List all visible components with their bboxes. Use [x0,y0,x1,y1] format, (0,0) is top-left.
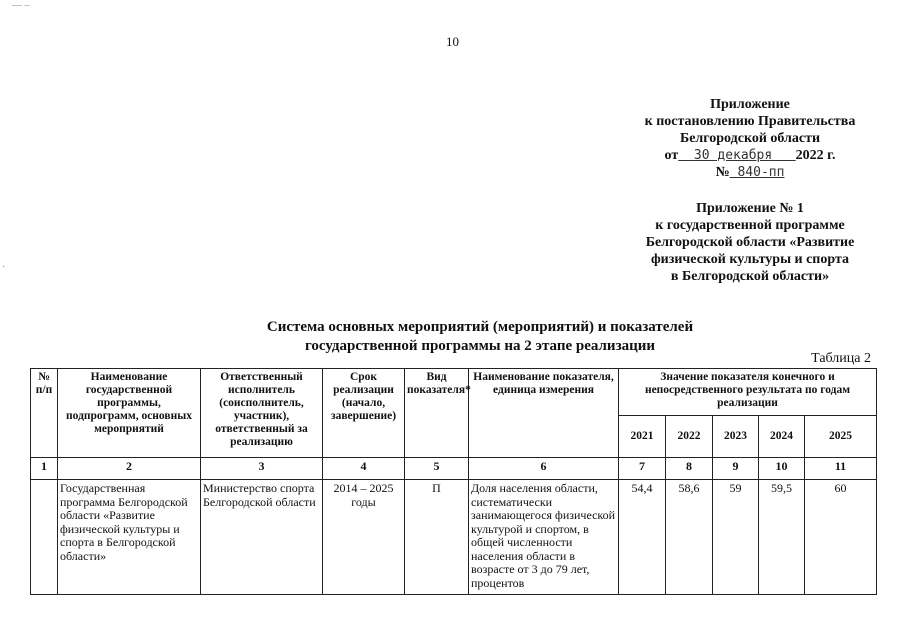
col-number: 5 [405,458,469,480]
date-handwritten: 30 декабря [693,148,773,163]
col-number: 2 [58,458,201,480]
date-year: 2022 г. [795,148,836,163]
appendix-number [600,164,900,181]
col-number: 1 [31,458,58,480]
col-header-year: 2022 [666,416,713,458]
number-prefix: № [715,165,730,180]
col-number: 10 [759,458,805,480]
column-number-row [31,458,877,480]
col-number: 8 [666,458,713,480]
scan-mark: · [2,262,6,273]
col-header-values: Значение показателя конечного и непосредственного результата по годам реализации [619,369,877,416]
appendix-line: к постановлению Правительства [644,114,856,129]
row-name: Государственная программа Белгородской области «Развитие физической культуры и спорта в Белгородской области» [58,480,201,595]
row-type: П [405,480,469,595]
row-period: 2014 – 2025 годы [323,480,405,595]
page-number: 10 [446,34,459,49]
appendix-title: Приложение [710,97,790,112]
col-header-year: 2021 [619,416,666,458]
col-header-no: № п/п [31,369,58,458]
table-label: Таблица 2 [811,351,871,366]
col-header-indicator: Наименование показателя, единица измерения [469,369,619,458]
table-title-line: государственной программы на 2 этапе реализации [304,338,656,354]
row-executor: Министерство спорта Белгородской области [201,480,323,595]
row-value: 59,5 [759,480,805,595]
appendix1-block [600,200,900,285]
row-indicator: Доля населения области, систематически занимающегося физической культурой и спортом, в общей численности населения области в возрасте от 3 до 79 лет, процентов [469,480,619,595]
appendix-line: Белгородской области [679,131,821,146]
col-header-executor: Ответственный исполнитель (соисполнитель, участник), ответственный за реализацию [201,369,323,458]
row-no [31,480,58,595]
col-number: 11 [805,458,877,480]
col-header-name: Наименование государственной программы, подпрограмм, основных мероприятий [58,369,201,458]
col-header-type: Вид показателя* [405,369,469,458]
col-number: 7 [619,458,666,480]
row-value: 59 [713,480,759,595]
col-header-year: 2024 [759,416,805,458]
header-row [31,369,877,416]
number-handwritten: 840-пп [737,165,785,180]
appendix1-line: физической культуры и спорта [650,252,850,267]
row-value: 60 [805,480,877,595]
row-value: 54,4 [619,480,666,595]
appendix1-line: в Белгородской области» [670,269,830,284]
row-value: 58,6 [666,480,713,595]
table-row [31,480,877,595]
col-number: 6 [469,458,619,480]
date-prefix: от [664,148,679,163]
col-header-period: Срок реализации (начало, завершение) [323,369,405,458]
appendix1-line: Белгородской области «Развитие [645,235,855,250]
col-header-year: 2025 [805,416,877,458]
col-number: 4 [323,458,405,480]
appendix1-title: Приложение № 1 [696,201,804,216]
appendix-date [600,147,900,164]
appendix1-line: к государственной программе [655,218,845,233]
table-title [150,318,810,356]
scan-mark: — – [12,0,30,11]
indicators-table [30,368,877,595]
col-number: 9 [713,458,759,480]
table-title-line: Система основных мероприятий (мероприятий) и показателей [266,319,694,335]
col-number: 3 [201,458,323,480]
appendix-block [600,96,900,181]
col-header-year: 2023 [713,416,759,458]
